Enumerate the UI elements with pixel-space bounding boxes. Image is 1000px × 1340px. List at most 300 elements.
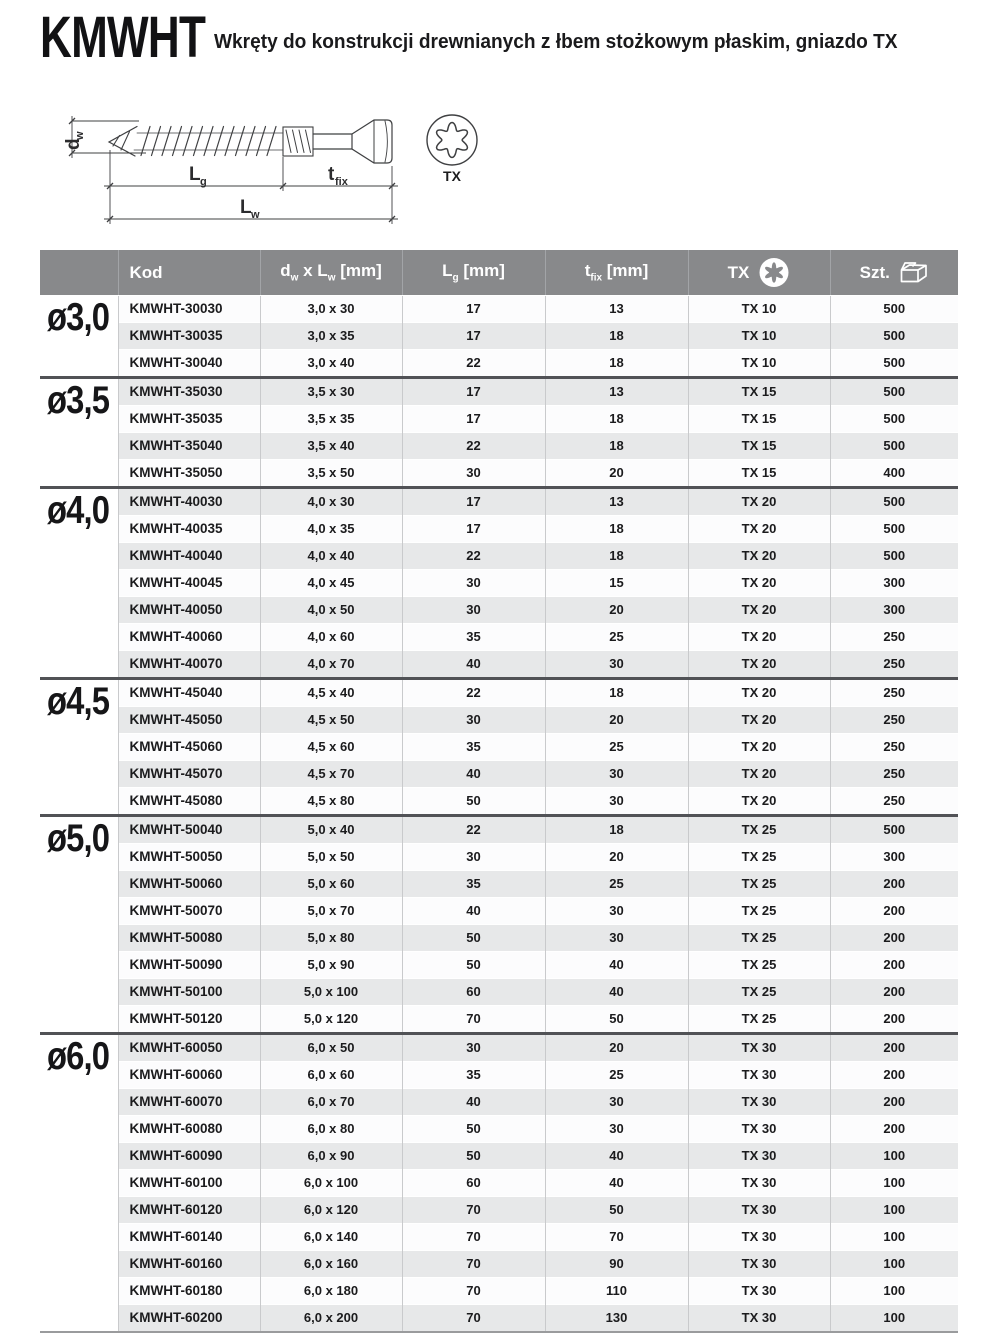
lg-value: 30: [402, 597, 545, 624]
tfix-value: 20: [545, 597, 688, 624]
product-code: KMWHT-35035: [118, 406, 260, 433]
lg-value: 70: [402, 1006, 545, 1034]
quantity-value: 500: [830, 323, 958, 350]
quantity-value: 300: [830, 844, 958, 871]
table-row: [40, 761, 958, 788]
tfix-value: 40: [545, 1170, 688, 1197]
dimensions-value: 5,0 x 100: [260, 979, 402, 1006]
kod-header-label: Kod: [129, 262, 163, 282]
lg-value: 22: [402, 679, 545, 707]
quantity-value: 200: [830, 925, 958, 952]
column-header-tfix: $t_{fix}$ [mm]: [545, 250, 688, 296]
dimensions-value: 6,0 x 140: [260, 1224, 402, 1251]
svg-text:g: g: [200, 176, 207, 188]
column-header-kod: [118, 250, 260, 296]
quantity-value: 500: [830, 350, 958, 378]
tfix-value: 50: [545, 1006, 688, 1034]
tx-drive-value: TX 20: [688, 651, 830, 679]
dimensions-value: 6,0 x 180: [260, 1278, 402, 1305]
table-row: [40, 871, 958, 898]
quantity-value: 250: [830, 624, 958, 651]
table-row: [40, 1251, 958, 1278]
lg-value: 30: [402, 707, 545, 734]
product-code: KMWHT-50120: [118, 1006, 260, 1034]
lg-value: 60: [402, 979, 545, 1006]
quantity-value: 100: [830, 1278, 958, 1305]
dimensions-value: 3,0 x 30: [260, 296, 402, 323]
tfix-value: 40: [545, 952, 688, 979]
tfix-value: 30: [545, 651, 688, 679]
tx-drive-value: TX 20: [688, 788, 830, 816]
table-row: [40, 378, 958, 406]
svg-text:L: L: [240, 197, 252, 218]
dimensions-value: 6,0 x 70: [260, 1089, 402, 1116]
tfix-value: 13: [545, 378, 688, 406]
table-row: [40, 816, 958, 844]
dimensions-value: 4,0 x 40: [260, 543, 402, 570]
table-row: [40, 651, 958, 679]
quantity-value: 100: [830, 1197, 958, 1224]
tfix-value: 18: [545, 406, 688, 433]
tx-drive-value: TX 20: [688, 488, 830, 516]
product-code: KMWHT-50040: [118, 816, 260, 844]
product-code: KMWHT-45040: [118, 679, 260, 707]
product-code: KMWHT-60160: [118, 1251, 260, 1278]
dimensions-value: 4,0 x 30: [260, 488, 402, 516]
tx-drive-value: TX 10: [688, 296, 830, 323]
product-code: KMWHT-50080: [118, 925, 260, 952]
table-row: [40, 597, 958, 624]
tfix-value: 18: [545, 350, 688, 378]
lg-value: 30: [402, 1034, 545, 1062]
product-code: KMWHT-50100: [118, 979, 260, 1006]
tx-drive-value: TX 20: [688, 679, 830, 707]
tx-drive-value: TX 20: [688, 734, 830, 761]
product-code: KMWHT-30040: [118, 350, 260, 378]
tx-drive-value: TX 25: [688, 925, 830, 952]
svg-text:fix: fix: [335, 176, 348, 188]
tfix-value: 25: [545, 624, 688, 651]
tx-drive-value: TX 30: [688, 1034, 830, 1062]
lg-value: 50: [402, 1116, 545, 1143]
lg-value: 40: [402, 1089, 545, 1116]
tx-drive-value: TX 30: [688, 1197, 830, 1224]
tfix-value: 40: [545, 979, 688, 1006]
table-row: [40, 1062, 958, 1089]
lg-value: 17: [402, 296, 545, 323]
lg-value: 70: [402, 1251, 545, 1278]
product-code: KMWHT-60180: [118, 1278, 260, 1305]
tx-drive-value: TX 30: [688, 1116, 830, 1143]
lg-value: 70: [402, 1224, 545, 1251]
product-code: KMWHT-50070: [118, 898, 260, 925]
product-code: KMWHT-60090: [118, 1143, 260, 1170]
table-row: [40, 570, 958, 597]
screw-technical-drawing: [0, 0, 1000, 245]
lg-value: 35: [402, 624, 545, 651]
quantity-value: 200: [830, 1062, 958, 1089]
dimensions-value: 4,0 x 50: [260, 597, 402, 624]
product-code: KMWHT-60100: [118, 1170, 260, 1197]
product-code: KMWHT-60140: [118, 1224, 260, 1251]
dimensions-value: 3,5 x 50: [260, 460, 402, 488]
tx-drive-value: TX 30: [688, 1251, 830, 1278]
dw-dimension-label: [63, 131, 86, 150]
quantity-value: 500: [830, 433, 958, 460]
dimensions-value: 6,0 x 100: [260, 1170, 402, 1197]
table-row: [40, 1278, 958, 1305]
lg-value: 17: [402, 516, 545, 543]
lg-value: 70: [402, 1278, 545, 1305]
tx-drive-value: TX 30: [688, 1224, 830, 1251]
product-code: KMWHT-45070: [118, 761, 260, 788]
diameter-group-label: ø3,5: [40, 378, 118, 488]
svg-text:d: d: [63, 138, 84, 150]
table-row: [40, 734, 958, 761]
tfix-value: 30: [545, 1089, 688, 1116]
lg-value: 17: [402, 488, 545, 516]
diameter-group-label: ø4,0: [40, 488, 118, 679]
lg-value: 35: [402, 871, 545, 898]
tx-drive-value: TX 10: [688, 323, 830, 350]
tx-drive-value: TX 10: [688, 350, 830, 378]
dimensions-value: 5,0 x 120: [260, 1006, 402, 1034]
tfix-value: 20: [545, 460, 688, 488]
tx-drive-value: TX 20: [688, 761, 830, 788]
table-row: [40, 1006, 958, 1034]
product-code: KMWHT-30030: [118, 296, 260, 323]
lg-value: 17: [402, 323, 545, 350]
dimensions-value: 4,0 x 35: [260, 516, 402, 543]
tfix-value: 70: [545, 1224, 688, 1251]
tfix-value: 20: [545, 844, 688, 871]
product-code: KMWHT-50050: [118, 844, 260, 871]
tfix-value: 90: [545, 1251, 688, 1278]
dimensions-value: 5,0 x 40: [260, 816, 402, 844]
screw-outline: [109, 120, 392, 163]
lg-value: 40: [402, 761, 545, 788]
dimensions-value: 3,0 x 40: [260, 350, 402, 378]
table-row: [40, 1089, 958, 1116]
product-code: KMWHT-40030: [118, 488, 260, 516]
dimensions-value: 4,5 x 40: [260, 679, 402, 707]
tfix-value: 30: [545, 1116, 688, 1143]
product-table: [40, 250, 958, 1333]
dimensions-value: 6,0 x 120: [260, 1197, 402, 1224]
tx-drive-value: TX 15: [688, 406, 830, 433]
product-code: KMWHT-60060: [118, 1062, 260, 1089]
lg-value: 17: [402, 378, 545, 406]
product-code: KMWHT-35040: [118, 433, 260, 460]
product-code: KMWHT-45050: [118, 707, 260, 734]
lg-value: 40: [402, 651, 545, 679]
tfix-value: 130: [545, 1305, 688, 1333]
column-header-lg: $L_g$ [mm]: [402, 250, 545, 296]
table-row: [40, 844, 958, 871]
lg-dimension-label: [189, 164, 207, 188]
quantity-value: 250: [830, 679, 958, 707]
lg-value: 17: [402, 406, 545, 433]
dimensions-value: 5,0 x 80: [260, 925, 402, 952]
quantity-value: 100: [830, 1143, 958, 1170]
dimensions-value: 3,5 x 30: [260, 378, 402, 406]
dimensions-value: 6,0 x 80: [260, 1116, 402, 1143]
tfix-value: 30: [545, 898, 688, 925]
quantity-value: 200: [830, 898, 958, 925]
tx-drive-value: TX 20: [688, 707, 830, 734]
tfix-value: 15: [545, 570, 688, 597]
quantity-value: 100: [830, 1170, 958, 1197]
dimensions-value: 5,0 x 50: [260, 844, 402, 871]
table-row: [40, 516, 958, 543]
tfix-value: 25: [545, 1062, 688, 1089]
diameter-group-label: ø4,5: [40, 679, 118, 816]
dimension-lines: [69, 116, 398, 224]
tfix-value: 25: [545, 734, 688, 761]
tx-drive-value: TX 25: [688, 979, 830, 1006]
dimensions-value: 3,5 x 40: [260, 433, 402, 460]
product-code: KMWHT-40040: [118, 543, 260, 570]
dimensions-value: 3,5 x 35: [260, 406, 402, 433]
tx-drive-value: TX 25: [688, 844, 830, 871]
tfix-value: 25: [545, 871, 688, 898]
tfix-value: 18: [545, 543, 688, 570]
dimensions-value: 6,0 x 50: [260, 1034, 402, 1062]
tx-drive-value: TX 25: [688, 816, 830, 844]
tfix-value: 13: [545, 296, 688, 323]
tx-drive-value: TX 20: [688, 624, 830, 651]
quantity-value: 500: [830, 378, 958, 406]
diameter-group-label: ø6,0: [40, 1034, 118, 1333]
tfix-value: 18: [545, 516, 688, 543]
tx-drive-value: TX 20: [688, 597, 830, 624]
product-code: KMWHT-40070: [118, 651, 260, 679]
dimensions-value: 5,0 x 70: [260, 898, 402, 925]
quantity-value: 200: [830, 979, 958, 1006]
quantity-value: 300: [830, 597, 958, 624]
dimensions-value: 4,5 x 60: [260, 734, 402, 761]
table-row: [40, 296, 958, 323]
lg-value: 40: [402, 898, 545, 925]
tfix-value: 20: [545, 707, 688, 734]
quantity-value: 500: [830, 488, 958, 516]
product-code: KMWHT-60050: [118, 1034, 260, 1062]
table-row: [40, 788, 958, 816]
tx-drive-value: TX 20: [688, 516, 830, 543]
quantity-value: 500: [830, 296, 958, 323]
quantity-value: 250: [830, 788, 958, 816]
dimensions-value: 4,0 x 60: [260, 624, 402, 651]
tx-drive-value: TX 30: [688, 1143, 830, 1170]
quantity-value: 250: [830, 651, 958, 679]
tx-drive-value: TX 25: [688, 871, 830, 898]
tfix-value: 13: [545, 488, 688, 516]
product-code: KMWHT-35030: [118, 378, 260, 406]
quantity-value: 250: [830, 707, 958, 734]
lw-dimension-label: [240, 197, 260, 221]
table-row: [40, 433, 958, 460]
tfix-value: 18: [545, 323, 688, 350]
tfix-value: 40: [545, 1143, 688, 1170]
product-code: KMWHT-60200: [118, 1305, 260, 1333]
quantity-value: 200: [830, 871, 958, 898]
dimensions-value: 4,5 x 70: [260, 761, 402, 788]
tx-drive-value: TX 20: [688, 543, 830, 570]
box-icon: [899, 260, 929, 286]
tfix-value: 18: [545, 816, 688, 844]
column-header-tx: [688, 250, 830, 296]
table-row: [40, 898, 958, 925]
product-code: KMWHT-50090: [118, 952, 260, 979]
tx-drive-value: TX 25: [688, 952, 830, 979]
svg-text:w: w: [251, 209, 260, 221]
torx-icon: [758, 257, 790, 288]
dimensions-value: 4,5 x 50: [260, 707, 402, 734]
dimensions-value: 6,0 x 200: [260, 1305, 402, 1333]
torx-drive-icon: [427, 115, 477, 165]
quantity-value: 400: [830, 460, 958, 488]
tfix-value: 18: [545, 679, 688, 707]
table-row: [40, 1197, 958, 1224]
dimensions-value: 6,0 x 90: [260, 1143, 402, 1170]
quantity-value: 250: [830, 734, 958, 761]
lg-value: 22: [402, 816, 545, 844]
page-title: KMWHT: [40, 5, 206, 70]
tx-drive-value: TX 30: [688, 1278, 830, 1305]
dimensions-value: 4,0 x 45: [260, 570, 402, 597]
table-row: [40, 350, 958, 378]
tx-drive-value: TX 15: [688, 460, 830, 488]
tfix-value: 20: [545, 1034, 688, 1062]
product-code: KMWHT-60080: [118, 1116, 260, 1143]
tx-drive-value: TX 20: [688, 570, 830, 597]
product-code: KMWHT-35050: [118, 460, 260, 488]
table-row: [40, 925, 958, 952]
product-code: KMWHT-40045: [118, 570, 260, 597]
product-code: KMWHT-40035: [118, 516, 260, 543]
dimensions-value: 4,0 x 70: [260, 651, 402, 679]
table-row: [40, 979, 958, 1006]
lg-value: 35: [402, 734, 545, 761]
lg-value: 50: [402, 1143, 545, 1170]
product-code: KMWHT-60070: [118, 1089, 260, 1116]
dimensions-value: 4,5 x 80: [260, 788, 402, 816]
table-row: [40, 543, 958, 570]
column-header-szt: [830, 250, 958, 296]
torx-drive-label: TX: [443, 168, 461, 184]
quantity-value: 250: [830, 761, 958, 788]
quantity-value: 500: [830, 816, 958, 844]
table-row: [40, 1143, 958, 1170]
quantity-value: 200: [830, 1034, 958, 1062]
tx-drive-value: TX 30: [688, 1089, 830, 1116]
tfix-dimension-label: [328, 164, 349, 188]
lg-value: 30: [402, 570, 545, 597]
quantity-value: 100: [830, 1224, 958, 1251]
lg-value: 60: [402, 1170, 545, 1197]
product-code: KMWHT-45060: [118, 734, 260, 761]
szt-header-label: Szt.: [859, 262, 890, 282]
tx-drive-value: TX 30: [688, 1305, 830, 1333]
table-header: [40, 250, 958, 296]
quantity-value: 200: [830, 1116, 958, 1143]
product-code: KMWHT-60120: [118, 1197, 260, 1224]
tx-drive-value: TX 25: [688, 1006, 830, 1034]
lg-value: 22: [402, 433, 545, 460]
lg-value: 22: [402, 543, 545, 570]
quantity-value: 500: [830, 516, 958, 543]
quantity-value: 200: [830, 1006, 958, 1034]
page-subtitle: Wkręty do konstrukcji drewnianych z łbem stożkowym płaskim, gniazdo TX: [214, 31, 898, 53]
table-row: [40, 1305, 958, 1333]
table-row: [40, 624, 958, 651]
table-row: [40, 488, 958, 516]
diameter-group-label: ø3,0: [40, 296, 118, 378]
lg-value: 70: [402, 1305, 545, 1333]
svg-text:w: w: [74, 131, 86, 140]
table-row: [40, 952, 958, 979]
table-row: [40, 679, 958, 707]
lg-value: 50: [402, 952, 545, 979]
table-body: [40, 296, 958, 1333]
dimensions-value: 6,0 x 160: [260, 1251, 402, 1278]
quantity-value: 200: [830, 952, 958, 979]
tx-drive-value: TX 30: [688, 1062, 830, 1089]
tx-header-label: TX: [727, 262, 750, 282]
svg-text:L: L: [189, 164, 201, 185]
product-code: KMWHT-30035: [118, 323, 260, 350]
product-code: KMWHT-50060: [118, 871, 260, 898]
lg-value: 30: [402, 844, 545, 871]
quantity-value: 100: [830, 1251, 958, 1278]
lg-value: 70: [402, 1197, 545, 1224]
quantity-value: 200: [830, 1089, 958, 1116]
tfix-value: 50: [545, 1197, 688, 1224]
quantity-value: 500: [830, 543, 958, 570]
table-row: [40, 1034, 958, 1062]
table-row: [40, 1224, 958, 1251]
quantity-value: 500: [830, 406, 958, 433]
dimensions-value: 3,0 x 35: [260, 323, 402, 350]
lg-value: 22: [402, 350, 545, 378]
lg-value: 50: [402, 925, 545, 952]
column-header-diameter: [40, 250, 118, 296]
tx-drive-value: TX 25: [688, 898, 830, 925]
table-row: [40, 1170, 958, 1197]
product-code: KMWHT-45080: [118, 788, 260, 816]
tfix-value: 30: [545, 761, 688, 788]
tx-drive-value: TX 15: [688, 433, 830, 460]
lg-value: 30: [402, 460, 545, 488]
quantity-value: 300: [830, 570, 958, 597]
table-row: [40, 323, 958, 350]
tfix-value: 30: [545, 788, 688, 816]
table-row: [40, 460, 958, 488]
product-code: KMWHT-40050: [118, 597, 260, 624]
table-row: [40, 707, 958, 734]
column-header-dimensions: $d_w$ x $L_w$ [mm]: [260, 250, 402, 296]
tx-drive-value: TX 15: [688, 378, 830, 406]
quantity-value: 100: [830, 1305, 958, 1333]
tfix-value: 18: [545, 433, 688, 460]
product-code: KMWHT-40060: [118, 624, 260, 651]
dimensions-value: 6,0 x 60: [260, 1062, 402, 1089]
tx-drive-value: TX 30: [688, 1170, 830, 1197]
lg-value: 50: [402, 788, 545, 816]
tfix-value: 110: [545, 1278, 688, 1305]
table-row: [40, 1116, 958, 1143]
lg-value: 35: [402, 1062, 545, 1089]
